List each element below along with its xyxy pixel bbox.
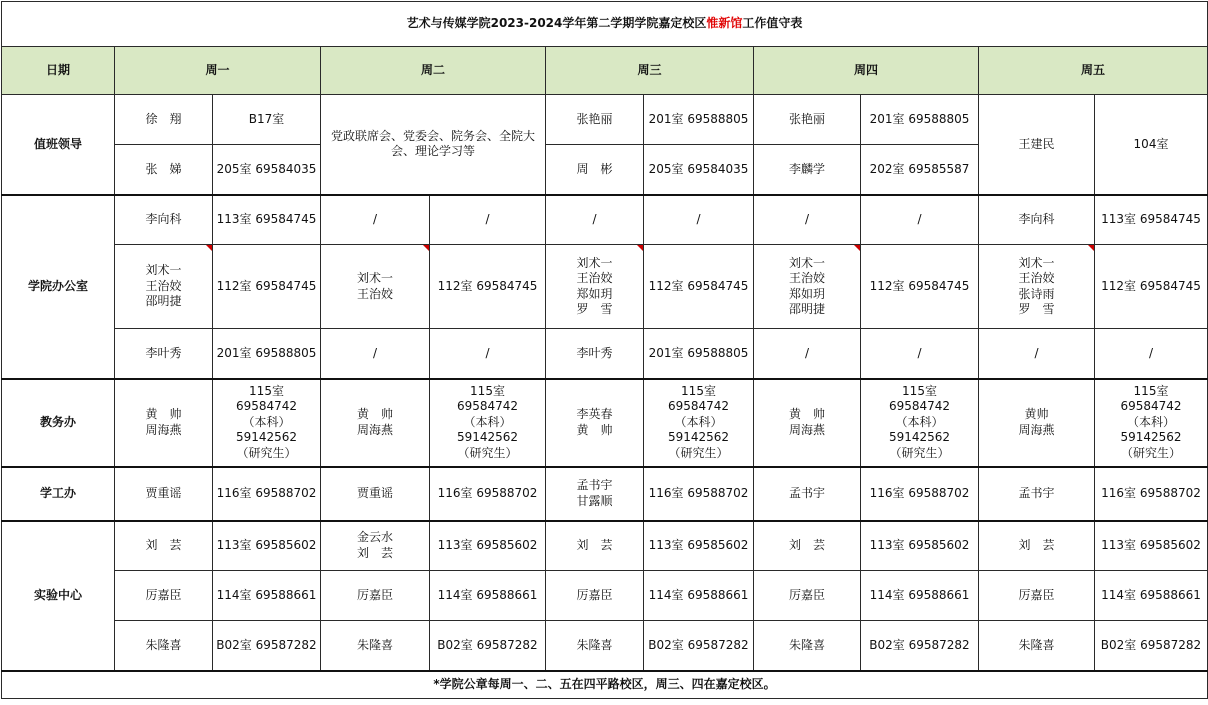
cell: / (430, 329, 546, 379)
cell: / (321, 195, 430, 245)
cell: B02室 69587282 (1095, 621, 1208, 671)
cell: / (644, 195, 754, 245)
cell: 厉嘉臣 (979, 571, 1095, 621)
cell: 201室 69588805 (213, 329, 321, 379)
cell: 孟书宇 (979, 467, 1095, 521)
cell: 114室 69588661 (1095, 571, 1208, 621)
cell-name: 张艳丽 (546, 95, 644, 145)
cell: 115室 69584742 （本科） 59142562 （研究生） (213, 379, 321, 467)
table-row (2, 521, 1208, 571)
cell: 114室 69588661 (644, 571, 754, 621)
cell: 114室 69588661 (213, 571, 321, 621)
table-row (2, 329, 1208, 379)
dept-academic: 教务办 (2, 379, 115, 467)
header-date: 日期 (2, 47, 115, 95)
cell-name: 王建民 (979, 95, 1095, 195)
cell-room: 201室 69588805 (644, 95, 754, 145)
cell: 115室 69584742 （本科） 59142562 （研究生） (861, 379, 979, 467)
cell: 刘术一 王治姣 郑如玥 罗 雪 (546, 245, 644, 329)
title-highlight: 惟新馆 (706, 16, 743, 31)
cell-room: B17室 (213, 95, 321, 145)
cell: 112室 69584745 (430, 245, 546, 329)
cell: 116室 69588702 (644, 467, 754, 521)
cell: 朱隆喜 (754, 621, 861, 671)
cell: 孟书宇 (754, 467, 861, 521)
cell-name: 张 娣 (115, 145, 213, 195)
cell: 厉嘉臣 (754, 571, 861, 621)
cell: 朱隆喜 (115, 621, 213, 671)
cell: 112室 69584745 (644, 245, 754, 329)
table-row (2, 95, 1208, 145)
cell: 李叶秀 (546, 329, 644, 379)
cell: / (321, 329, 430, 379)
cell: 刘 芸 (979, 521, 1095, 571)
cell: 116室 69588702 (213, 467, 321, 521)
cell: 孟书宇 甘露顺 (546, 467, 644, 521)
cell: 113室 69584745 (1095, 195, 1208, 245)
cell: 113室 69585602 (1095, 521, 1208, 571)
table-row (2, 379, 1208, 467)
cell: 113室 69585602 (213, 521, 321, 571)
cell: 116室 69588702 (430, 467, 546, 521)
cell: 李向科 (979, 195, 1095, 245)
cell: 李英春 黄 帅 (546, 379, 644, 467)
cell-room: 205室 69584035 (644, 145, 754, 195)
header-wed: 周三 (546, 47, 754, 95)
cell: 刘术一 王治姣 张诗雨 罗 雪 (979, 245, 1095, 329)
cell: 朱隆喜 (321, 621, 430, 671)
cell: 贾重谣 (321, 467, 430, 521)
cell-room: 104室 (1095, 95, 1208, 195)
cell: 朱隆喜 (546, 621, 644, 671)
cell: 113室 69585602 (430, 521, 546, 571)
cell: B02室 69587282 (644, 621, 754, 671)
cell: 115室 69584742 （本科） 59142562 （研究生） (1095, 379, 1208, 467)
cell: 114室 69588661 (861, 571, 979, 621)
cell: 112室 69584745 (861, 245, 979, 329)
cell: 厉嘉臣 (321, 571, 430, 621)
table-row (2, 195, 1208, 245)
cell: / (861, 195, 979, 245)
cell: / (1095, 329, 1208, 379)
cell: 刘术一 王治姣 邵明捷 (115, 245, 213, 329)
cell-room: 205室 69584035 (213, 145, 321, 195)
cell-room: 202室 69585587 (861, 145, 979, 195)
page-title: 艺术与传媒学院2023-2024学年第二学期学院嘉定校区惟新馆工作值守表 (2, 2, 1208, 47)
table-row (2, 245, 1208, 329)
cell: 金云水 刘 芸 (321, 521, 430, 571)
footnote: *学院公章每周一、二、五在四平路校区，周三、四在嘉定校区。 (2, 671, 1208, 699)
header-row (2, 47, 1208, 95)
cell: 112室 69584745 (1095, 245, 1208, 329)
duty-table (1, 1, 1208, 699)
cell: 刘 芸 (754, 521, 861, 571)
header-mon: 周一 (115, 47, 321, 95)
cell: B02室 69587282 (213, 621, 321, 671)
cell: 113室 69585602 (861, 521, 979, 571)
cell: 黄 帅 周海燕 (754, 379, 861, 467)
cell: / (754, 329, 861, 379)
cell: 李向科 (115, 195, 213, 245)
dept-lab: 实验中心 (2, 521, 115, 671)
cell: / (861, 329, 979, 379)
cell-name: 李麟学 (754, 145, 861, 195)
cell: B02室 69587282 (430, 621, 546, 671)
cell: 201室 69588805 (644, 329, 754, 379)
cell: 黄 帅 周海燕 (321, 379, 430, 467)
cell: 113室 69584745 (213, 195, 321, 245)
cell: 贾重谣 (115, 467, 213, 521)
table-row (2, 621, 1208, 671)
cell: 刘术一 王治姣 (321, 245, 430, 329)
table-row (2, 467, 1208, 521)
table-row (2, 571, 1208, 621)
dept-leaders: 值班领导 (2, 95, 115, 195)
cell: / (754, 195, 861, 245)
dept-office: 学院办公室 (2, 195, 115, 379)
cell: 厉嘉臣 (546, 571, 644, 621)
cell: 黄 帅 周海燕 (115, 379, 213, 467)
cell: 115室 69584742 （本科） 59142562 （研究生） (430, 379, 546, 467)
cell: / (546, 195, 644, 245)
cell-room: 201室 69588805 (861, 95, 979, 145)
cell: 115室 69584742 （本科） 59142562 （研究生） (644, 379, 754, 467)
cell: 113室 69585602 (644, 521, 754, 571)
header-tue: 周二 (321, 47, 546, 95)
cell: 厉嘉臣 (115, 571, 213, 621)
cell: 刘 芸 (115, 521, 213, 571)
cell: 112室 69584745 (213, 245, 321, 329)
cell: B02室 69587282 (861, 621, 979, 671)
cell: 114室 69588661 (430, 571, 546, 621)
cell-name: 周 彬 (546, 145, 644, 195)
header-fri: 周五 (979, 47, 1208, 95)
cell: 刘 芸 (546, 521, 644, 571)
cell: / (430, 195, 546, 245)
cell-name: 张艳丽 (754, 95, 861, 145)
cell: 116室 69588702 (861, 467, 979, 521)
cell: 朱隆喜 (979, 621, 1095, 671)
cell: 刘术一 王治姣 郑如玥 邵明捷 (754, 245, 861, 329)
header-thu: 周四 (754, 47, 979, 95)
cell: 黄帅 周海燕 (979, 379, 1095, 467)
dept-student: 学工办 (2, 467, 115, 521)
cell: 李叶秀 (115, 329, 213, 379)
cell: 116室 69588702 (1095, 467, 1208, 521)
cell-tue-leader-note: 党政联席会、党委会、院务会、全院大会、理论学习等 (321, 95, 546, 195)
cell-name: 徐 翔 (115, 95, 213, 145)
cell: / (979, 329, 1095, 379)
